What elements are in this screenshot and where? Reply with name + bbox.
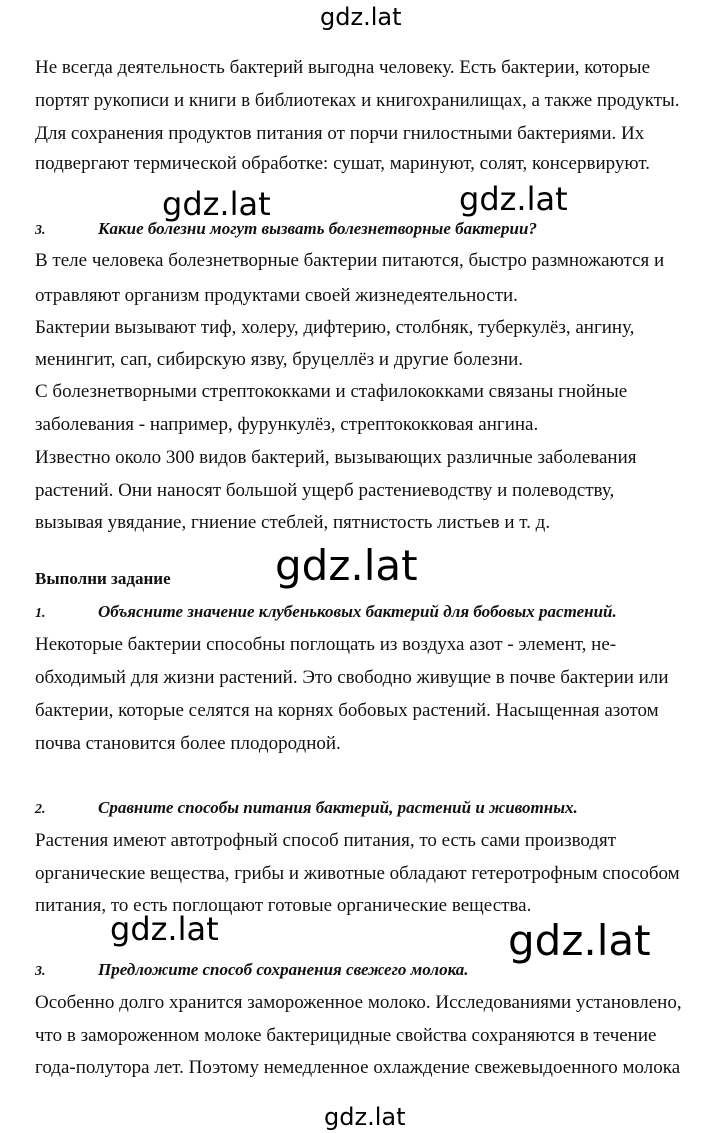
task1-line-1: Некоторые бактерии способны поглощать из воздуха азот - элемент, не-	[35, 634, 617, 655]
intro-line-1: Не всегда деятельность бактерий выгодна человеку. Есть бактерии, которые	[35, 57, 651, 78]
watermark-center: gdz.lat	[275, 541, 418, 590]
q3-line-9: вызывая увядание, гниение стеблей, пятнистость листьев и т. д.	[35, 512, 551, 533]
task3-title: Предложите способ сохранения свежего молока.	[98, 960, 469, 979]
task1-line-2: обходимый для жизни растений. Это свободно живущие в почве бактерии или	[35, 667, 669, 688]
task1-number: 1.	[35, 606, 46, 621]
q3-line-4: менингит, сап, сибирскую язву, бруцеллёз и другие болезни.	[35, 349, 524, 370]
q3-line-8: растений. Они наносят большой ущерб растениеводству и полеводству,	[35, 480, 615, 501]
task2-line-3: питания, то есть поглощают готовые органические вещества.	[35, 895, 532, 916]
q3-line-6: заболевания - например, фурункулёз, стрептококковая ангина.	[35, 414, 539, 435]
watermark-top: gdz.lat	[320, 3, 402, 31]
q3-number: 3.	[35, 223, 46, 238]
q3-line-2: отравляют организм продуктами своей жизнедеятельности.	[35, 285, 518, 306]
task1-heading	[35, 603, 617, 621]
task3-number: 3.	[35, 964, 46, 979]
watermark-bottom: gdz.lat	[324, 1103, 406, 1131]
task2-number: 2.	[35, 802, 46, 817]
watermark-left-1: gdz.lat	[162, 185, 271, 223]
task3-line-2: что в замороженном молоке бактерицидные свойства сохраняются в течение	[35, 1025, 657, 1046]
task1-title: Объясните значение клубеньковых бактерий для бобовых растений.	[98, 602, 617, 621]
watermark-right-2: gdz.lat	[508, 916, 651, 965]
task2-line-2: органические вещества, грибы и животные обладают гетеротрофным способом	[35, 863, 680, 884]
task1-line-3: бактерии, которые селятся на корнях бобовых растений. Насыщенная азотом	[35, 700, 659, 721]
watermark-right-1: gdz.lat	[459, 180, 568, 218]
task2-line-1: Растения имеют автотрофный способ питания, то есть сами производят	[35, 830, 617, 851]
q3-line-5: С болезнетворными стрептококками и стафилококками связаны гнойные	[35, 381, 628, 402]
task3-heading	[35, 961, 469, 979]
task3-line-3: года-полутора лет. Поэтому немедленное охлаждение свежевыдоенного молока	[35, 1057, 681, 1078]
q3-line-7: Известно около 300 видов бактерий, вызывающих различные заболевания	[35, 447, 637, 468]
q3-line-1: В теле человека болезнетворные бактерии питаются, быстро размножаются и	[35, 250, 665, 271]
q3-title: Какие болезни могут вызвать болезнетворные бактерии?	[98, 219, 537, 238]
task1-line-4: почва становится более плодородной.	[35, 733, 341, 754]
task2-heading	[35, 799, 578, 817]
intro-line-4: подвергают термической обработке: сушат, маринуют, солят, консервируют.	[35, 153, 650, 174]
intro-line-2: портят рукописи и книги в библиотеках и книгохранилищах, а также продукты.	[35, 90, 680, 111]
task-title: Выполни задание	[35, 569, 171, 588]
q3-heading	[35, 220, 537, 238]
q3-line-3: Бактерии вызывают тиф, холеру, дифтерию, столбняк, туберкулёз, ангину,	[35, 317, 635, 338]
task2-title: Сравните способы питания бактерий, растений и животных.	[98, 798, 578, 817]
intro-line-3: Для сохранения продуктов питания от порчи гнилостными бактериями. Их	[35, 123, 645, 144]
watermark-left-2: gdz.lat	[110, 910, 219, 948]
task3-line-1: Особенно долго хранится замороженное молоко. Исследованиями установлено,	[35, 992, 682, 1013]
